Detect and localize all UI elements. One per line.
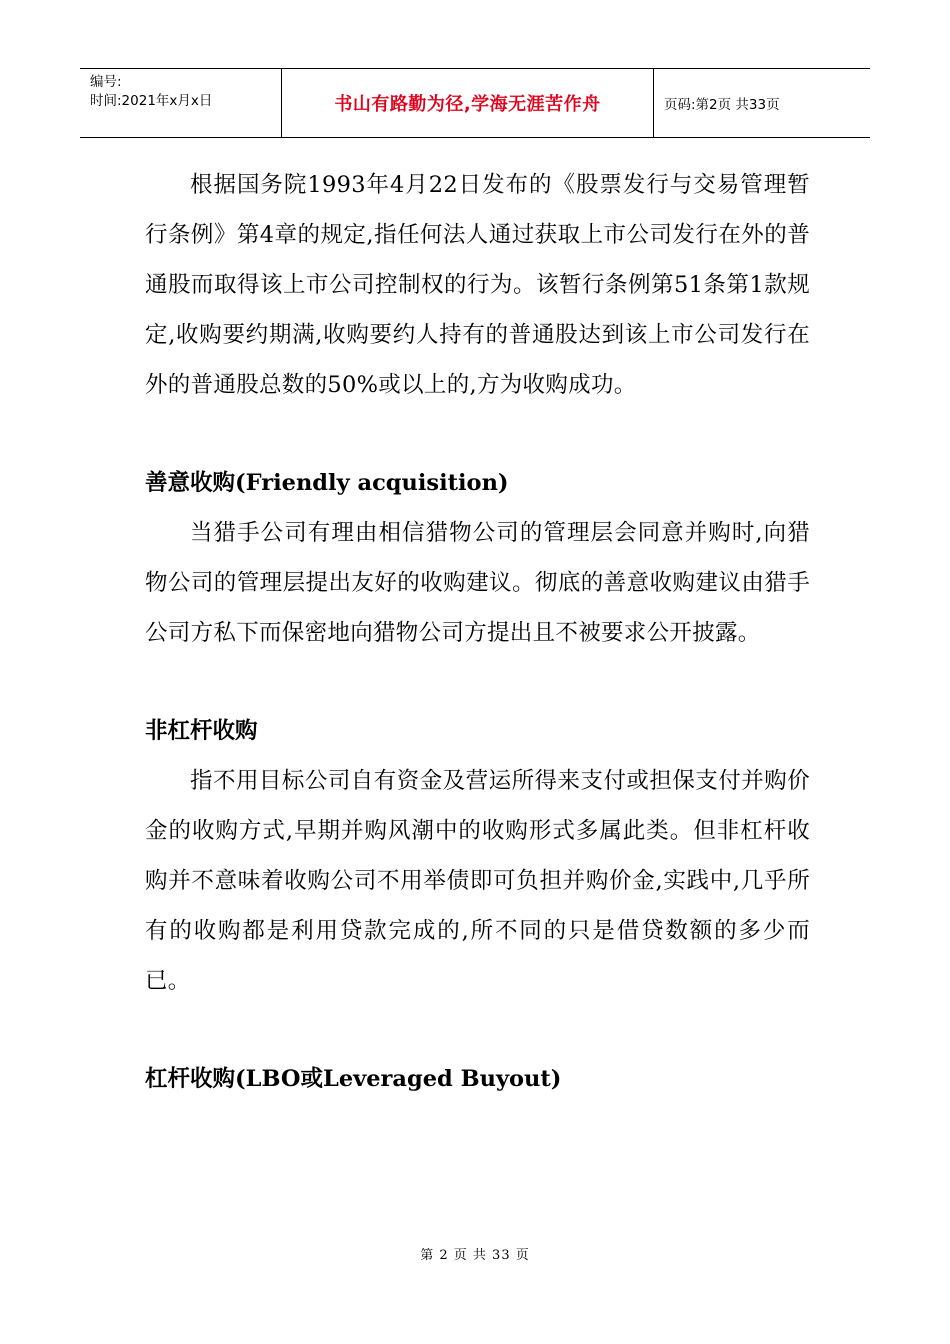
heading-non-leveraged: 非杠杆收购 bbox=[145, 718, 258, 744]
document-body bbox=[145, 160, 810, 1104]
document-number-label: 编号: bbox=[90, 74, 122, 90]
paragraph-non-leveraged: 指不用目标公司自有资金及营运所得来支付或担保支付并购价金的收购方式,早期并购风潮中的收购形式多属此类。但非杠杆收购并不意味着收购公司不用举债即可负担并购价金,实践中,几乎所有的收购都是利用贷款完成的,所不同的只是借贷数额的多少而已。 bbox=[145, 768, 810, 994]
header-motto: 书山有路勤为径,学海无涯苦作舟 bbox=[281, 69, 654, 137]
page-footer: 第 2 页 共 33 页 bbox=[420, 1248, 530, 1263]
header-meta bbox=[80, 69, 281, 137]
paragraph-tender-offer: 根据国务院1993年4月22日发布的《股票发行与交易管理暂行条例》第4章的规定,指任何法人通过获取上市公司发行在外的普通股而取得该上市公司控制权的行为。该暂行条例第51条第1款规定,收购要约期满,收购要约人持有的普通股达到该上市公司发行在外的普通股总数的50%或以上的,方为收购成功。 bbox=[145, 172, 810, 398]
document-date: 时间:2021年x月x日 bbox=[90, 93, 213, 109]
heading-lbo: 杠杆收购(LBO或Leveraged Buyout) bbox=[145, 1066, 562, 1092]
page-header bbox=[80, 68, 870, 138]
heading-friendly-acquisition: 善意收购(Friendly acquisition) bbox=[145, 470, 509, 496]
paragraph-friendly-acquisition: 当猎手公司有理由相信猎物公司的管理层会同意并购时,向猎物公司的管理层提出友好的收购建议。彻底的善意收购建议由猎手公司方私下而保密地向猎物公司方提出且不被要求公开披露。 bbox=[145, 520, 810, 646]
header-page-info: 页码:第2页 共33页 bbox=[664, 97, 780, 113]
